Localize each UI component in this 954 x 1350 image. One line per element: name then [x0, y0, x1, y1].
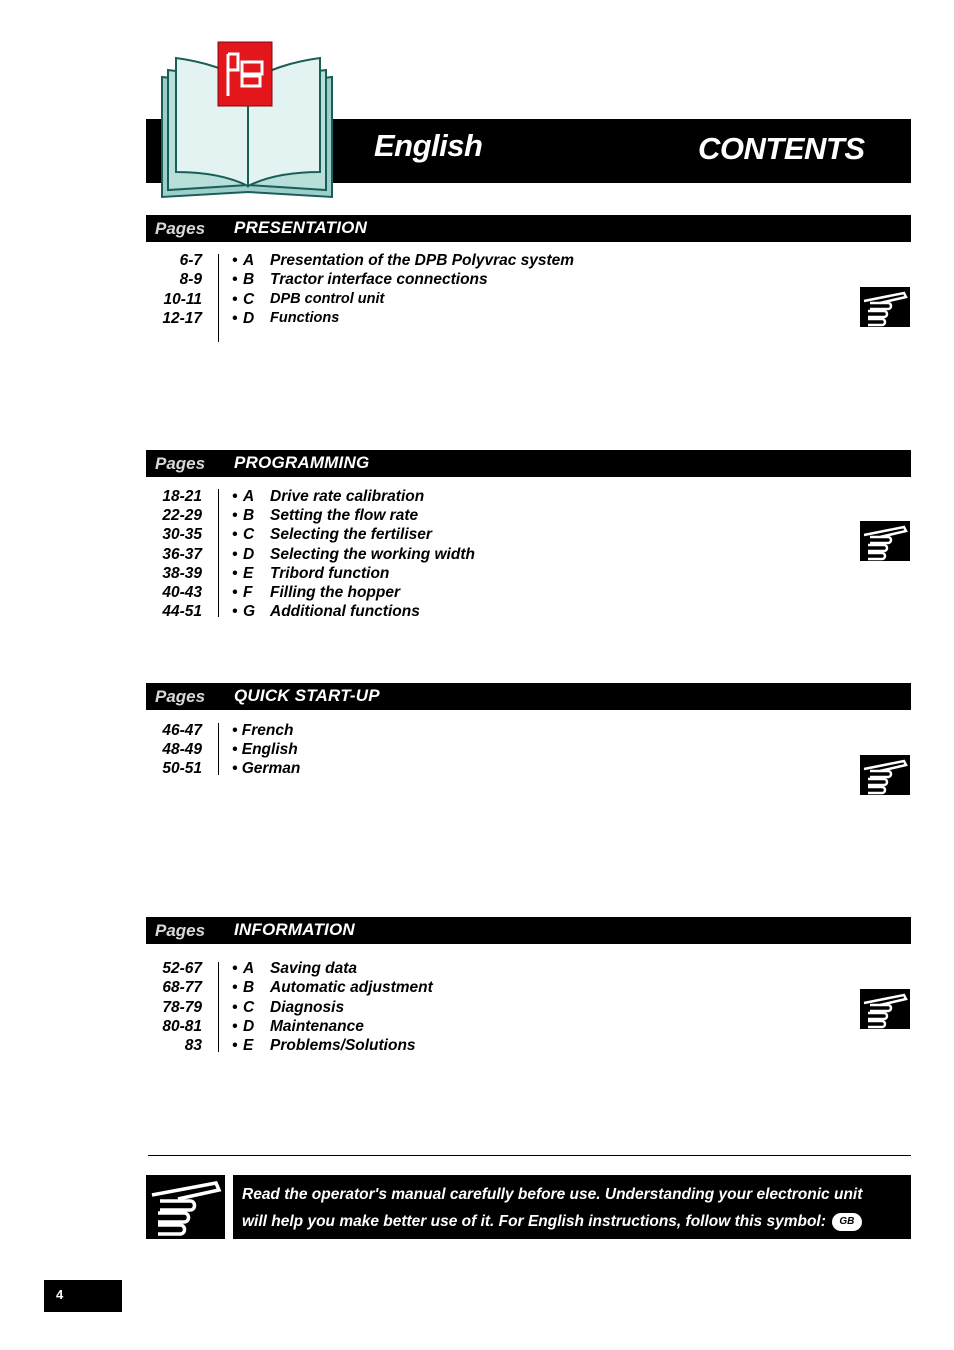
open-book-icon [156, 40, 338, 200]
toc-entry[interactable]: 78-79 • C Diagnosis [162, 999, 345, 1016]
toc-entry[interactable]: 40-43 • F Filling the hopper [162, 584, 401, 601]
section-header-presentation [146, 215, 911, 242]
section-title: PRESENTATION [234, 218, 368, 237]
toc-entry[interactable]: 80-81 • D Maintenance [162, 1018, 364, 1035]
pointing-hand-icon [860, 989, 910, 1029]
gb-badge: GB [832, 1213, 862, 1231]
pointing-hand-icon [860, 521, 910, 561]
section-header-programming [146, 450, 911, 477]
pointing-hand-icon [860, 755, 910, 795]
toc-entry[interactable]: 30-35 • C Selecting the fertiliser [162, 526, 432, 543]
section-title: PROGRAMMING [234, 453, 370, 472]
toc-entry[interactable]: 6-7 • A Presentation of the DPB Polyvrac system [179, 252, 575, 269]
footer-line-2: will help you make better use of it. For English instructions, follow this symbol: [242, 1213, 826, 1230]
section-title: INFORMATION [234, 920, 355, 939]
toc-entry[interactable]: 48-49 • English [162, 741, 298, 758]
page-number: 4 [56, 1287, 64, 1302]
toc-entry[interactable]: 83 • E Problems/Solutions [184, 1037, 416, 1054]
toc-entry[interactable]: 38-39 • E Tribord function [162, 565, 390, 582]
toc-entry[interactable]: 52-67 • A Saving data [162, 960, 357, 977]
section-pages-label: Pages [155, 687, 206, 706]
footer-divider [148, 1155, 911, 1156]
section-header-quick-start-up [146, 683, 911, 710]
toc-entry[interactable]: 12-17 • D Functions [162, 310, 340, 327]
section-pages-label: Pages [155, 219, 206, 238]
section-header-information [146, 917, 911, 944]
toc-entry[interactable]: 46-47 • French [162, 722, 294, 739]
toc-entry[interactable]: 50-51 • German [162, 760, 301, 777]
section-title: QUICK START-UP [234, 686, 380, 705]
footer-line-1: Read the operator's manual carefully before use. Understanding your electronic unit [242, 1186, 863, 1203]
toc-entry[interactable]: 10-11 • C DPB control unit [163, 291, 385, 308]
section-pages-label: Pages [155, 921, 206, 940]
pointing-hand-icon [860, 287, 910, 327]
toc-entry[interactable]: 36-37 • D Selecting the working width [162, 546, 475, 563]
page-title: CONTENTS [698, 131, 865, 166]
toc-entry[interactable]: 22-29 • B Setting the flow rate [162, 507, 419, 524]
footer-note [233, 1175, 911, 1239]
section-pages-label: Pages [155, 454, 206, 473]
toc-entry[interactable]: 18-21 • A Drive rate calibration [162, 488, 425, 505]
header-language: English [374, 128, 483, 163]
toc-entry[interactable]: 68-77 • B Automatic adjustment [162, 979, 433, 996]
toc-entry[interactable]: 8-9 • B Tractor interface connections [179, 271, 488, 288]
toc-entry[interactable]: 44-51 • G Additional functions [162, 603, 420, 620]
pointing-hand-icon [146, 1175, 225, 1239]
page-number-box [44, 1280, 122, 1312]
